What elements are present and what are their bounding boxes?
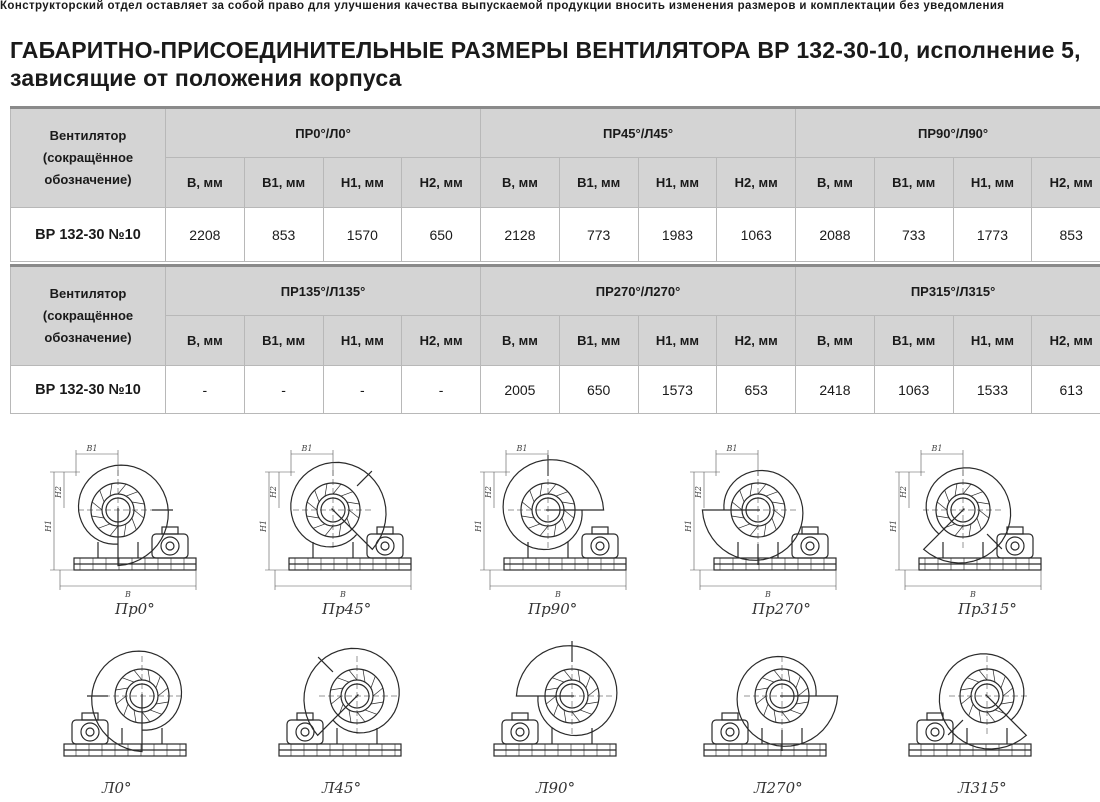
fan-diagram xyxy=(680,622,860,787)
position-caption-bottom-1: Л45° xyxy=(322,779,362,797)
dimensions-table-2 xyxy=(10,264,1100,414)
subcol-header: В1, мм xyxy=(874,158,953,208)
value-cell: 650 xyxy=(402,208,481,262)
fan-diagram xyxy=(470,436,650,601)
base-frame xyxy=(74,558,196,570)
dim-label-b1: B1 xyxy=(931,444,943,453)
motor xyxy=(792,527,828,558)
fan-column-header: Вентилятор (сокращённое обозначение) xyxy=(11,266,166,366)
subcol-header: Н2, мм xyxy=(402,158,481,208)
subcol-header: Н1, мм xyxy=(323,316,402,366)
fan-drawing-top-2 xyxy=(470,436,650,601)
value-cell: 1533 xyxy=(953,366,1032,414)
motor xyxy=(997,527,1033,558)
position-caption-top-3: Пр270° xyxy=(752,600,811,618)
motor xyxy=(712,713,748,744)
volute-casing xyxy=(79,465,174,565)
subcol-header: В, мм xyxy=(796,316,875,366)
fan-drawing-bottom-3 xyxy=(680,622,860,787)
value-cell: 2128 xyxy=(481,208,560,262)
volute-casing xyxy=(87,651,182,752)
value-cell: 1573 xyxy=(638,366,717,414)
group-header: ПР90°/Л90° xyxy=(796,108,1100,158)
subcol-header: В1, мм xyxy=(559,316,638,366)
page-title: ГАБАРИТНО-ПРИСОЕДИНИТЕЛЬНЫЕ РАЗМЕРЫ ВЕНТИЛЯТОРА ВР 132-30-10, исполнение 5, зависящие от положения корпуса xyxy=(10,37,1081,91)
motor xyxy=(917,713,953,744)
value-cell: 1983 xyxy=(638,208,717,262)
volute-casing xyxy=(279,625,417,763)
dim-label-b1: B1 xyxy=(301,444,313,453)
value-cell: 653 xyxy=(717,366,796,414)
fan-diagram xyxy=(680,436,860,601)
volute-casing xyxy=(516,641,617,736)
dim-label-b1: B1 xyxy=(516,444,528,453)
position-caption-top-0: Пр0° xyxy=(115,600,155,618)
motor xyxy=(152,527,188,558)
subcol-header: В, мм xyxy=(481,158,560,208)
group-header: ПР270°/Л270° xyxy=(481,266,796,316)
volute-casing xyxy=(273,439,411,577)
group-header: ПР315°/Л315° xyxy=(796,266,1100,316)
dimension-lines xyxy=(480,450,626,590)
fan-outline xyxy=(74,465,196,570)
dim-label-b: B xyxy=(555,590,561,599)
volute-casing xyxy=(916,636,1054,774)
subcol-header: Н2, мм xyxy=(717,316,796,366)
table-row xyxy=(11,208,1100,262)
fan-drawing-bottom-2 xyxy=(470,622,650,787)
dimension-lines xyxy=(50,450,196,590)
position-caption-bottom-0: Л0° xyxy=(102,779,132,797)
fan-diagram xyxy=(40,436,220,601)
disclaimer-notice: Конструкторский отдел оставляет за собой право для улучшения качества выпускаемой продукции вносить изменения размеров и комплектации без уведомления xyxy=(0,0,1005,12)
fan-outline xyxy=(702,470,836,570)
base-frame xyxy=(494,744,616,756)
dim-label-b: B xyxy=(340,590,346,599)
base-frame xyxy=(64,744,186,756)
fan-outline xyxy=(503,455,626,570)
base-frame xyxy=(919,558,1041,570)
fan-diagram xyxy=(470,622,650,787)
subcol-header: В1, мм xyxy=(244,316,323,366)
fan-drawing-bottom-4 xyxy=(885,622,1065,787)
fan-outline xyxy=(494,641,617,756)
dimensions-table-1 xyxy=(10,106,1100,262)
fan-drawing-top-4 xyxy=(885,436,1065,601)
value-cell: 2418 xyxy=(796,366,875,414)
value-cell: 733 xyxy=(874,208,953,262)
fan-diagram xyxy=(255,622,435,787)
subcol-header: В1, мм xyxy=(874,316,953,366)
table-row xyxy=(11,366,1100,414)
dim-label-h1: H1 xyxy=(474,519,483,533)
value-cell: 1570 xyxy=(323,208,402,262)
dimension-lines xyxy=(895,450,1041,590)
fan-diagram xyxy=(255,436,435,601)
value-cell: 773 xyxy=(559,208,638,262)
fan-drawing-bottom-0 xyxy=(40,622,220,787)
base-frame xyxy=(289,558,411,570)
value-cell: - xyxy=(402,366,481,414)
value-cell: 1063 xyxy=(717,208,796,262)
subcol-header: Н1, мм xyxy=(953,316,1032,366)
subcol-header: В, мм xyxy=(481,316,560,366)
motor xyxy=(287,713,323,744)
position-caption-bottom-3: Л270° xyxy=(754,779,803,797)
subcol-header: В, мм xyxy=(166,158,245,208)
value-cell: 650 xyxy=(559,366,638,414)
fan-outline xyxy=(64,651,186,756)
group-header: ПР45°/Л45° xyxy=(481,108,796,158)
fan-column-header: Вентилятор (сокращённое обозначение) xyxy=(11,108,166,208)
fan-diagram xyxy=(885,622,1065,787)
value-cell: 613 xyxy=(1032,366,1100,414)
value-cell: 853 xyxy=(244,208,323,262)
fan-outline xyxy=(279,625,417,763)
fan-outline xyxy=(704,656,838,756)
value-cell: 2005 xyxy=(481,366,560,414)
group-header: ПР0°/Л0° xyxy=(166,108,481,158)
dim-label-b: B xyxy=(765,590,771,599)
group-header: ПР135°/Л135° xyxy=(166,266,481,316)
dim-label-h1: H1 xyxy=(684,519,693,533)
subcol-header: Н2, мм xyxy=(1032,158,1100,208)
fan-outline xyxy=(909,636,1054,774)
volute-casing xyxy=(503,455,603,550)
fan-outline xyxy=(896,450,1041,588)
dim-label-b1: B1 xyxy=(86,444,98,453)
fan-drawing-top-1 xyxy=(255,436,435,601)
value-cell: 853 xyxy=(1032,208,1100,262)
value-cell: - xyxy=(166,366,245,414)
subcol-header: Н1, мм xyxy=(953,158,1032,208)
fan-diagram xyxy=(885,436,1065,601)
position-caption-bottom-2: Л90° xyxy=(536,779,576,797)
subcol-header: Н1, мм xyxy=(638,316,717,366)
motor xyxy=(582,527,618,558)
subcol-header: Н2, мм xyxy=(717,158,796,208)
dim-label-h1: H1 xyxy=(259,519,268,533)
subcol-header: Н2, мм xyxy=(402,316,481,366)
volute-casing xyxy=(702,471,803,566)
dim-label-h1: H1 xyxy=(889,519,898,533)
base-frame xyxy=(279,744,401,756)
volute-casing xyxy=(896,450,1034,588)
subcol-header: В1, мм xyxy=(244,158,323,208)
fan-drawing-bottom-1 xyxy=(255,622,435,787)
base-frame xyxy=(714,558,836,570)
base-frame xyxy=(909,744,1031,756)
dim-label-h1: H1 xyxy=(44,519,53,533)
dimension-lines xyxy=(265,450,411,590)
dim-label-b: B xyxy=(125,590,131,599)
motor xyxy=(502,713,538,744)
position-caption-top-2: Пр90° xyxy=(528,600,578,618)
value-cell: - xyxy=(244,366,323,414)
dim-label-h2: H2 xyxy=(694,485,703,499)
subcol-header: В, мм xyxy=(796,158,875,208)
subcol-header: Н2, мм xyxy=(1032,316,1100,366)
dim-label-h2: H2 xyxy=(899,485,908,499)
subcol-header: В1, мм xyxy=(559,158,638,208)
position-caption-top-1: Пр45° xyxy=(322,600,372,618)
base-frame xyxy=(504,558,626,570)
fan-diagram xyxy=(40,622,220,787)
value-cell: - xyxy=(323,366,402,414)
motor xyxy=(367,527,403,558)
volute-casing xyxy=(737,657,838,752)
value-cell: 2088 xyxy=(796,208,875,262)
fan-outline xyxy=(273,439,411,577)
position-caption-top-4: Пр315° xyxy=(958,600,1017,618)
subcol-header: Н1, мм xyxy=(638,158,717,208)
fan-drawing-top-3 xyxy=(680,436,860,601)
dim-label-h2: H2 xyxy=(269,485,278,499)
subcol-header: Н1, мм xyxy=(323,158,402,208)
dim-label-h2: H2 xyxy=(484,485,493,499)
dim-label-b1: B1 xyxy=(726,444,738,453)
fan-model-cell: ВР 132-30 №10 xyxy=(11,208,166,262)
value-cell: 1063 xyxy=(874,366,953,414)
dim-label-h2: H2 xyxy=(54,485,63,499)
subcol-header: В, мм xyxy=(166,316,245,366)
base-frame xyxy=(704,744,826,756)
dim-label-b: B xyxy=(970,590,976,599)
value-cell: 2208 xyxy=(166,208,245,262)
fan-model-cell: ВР 132-30 №10 xyxy=(11,366,166,414)
fan-drawing-top-0 xyxy=(40,436,220,601)
value-cell: 1773 xyxy=(953,208,1032,262)
position-caption-bottom-4: Л315° xyxy=(958,779,1007,797)
motor xyxy=(72,713,108,744)
